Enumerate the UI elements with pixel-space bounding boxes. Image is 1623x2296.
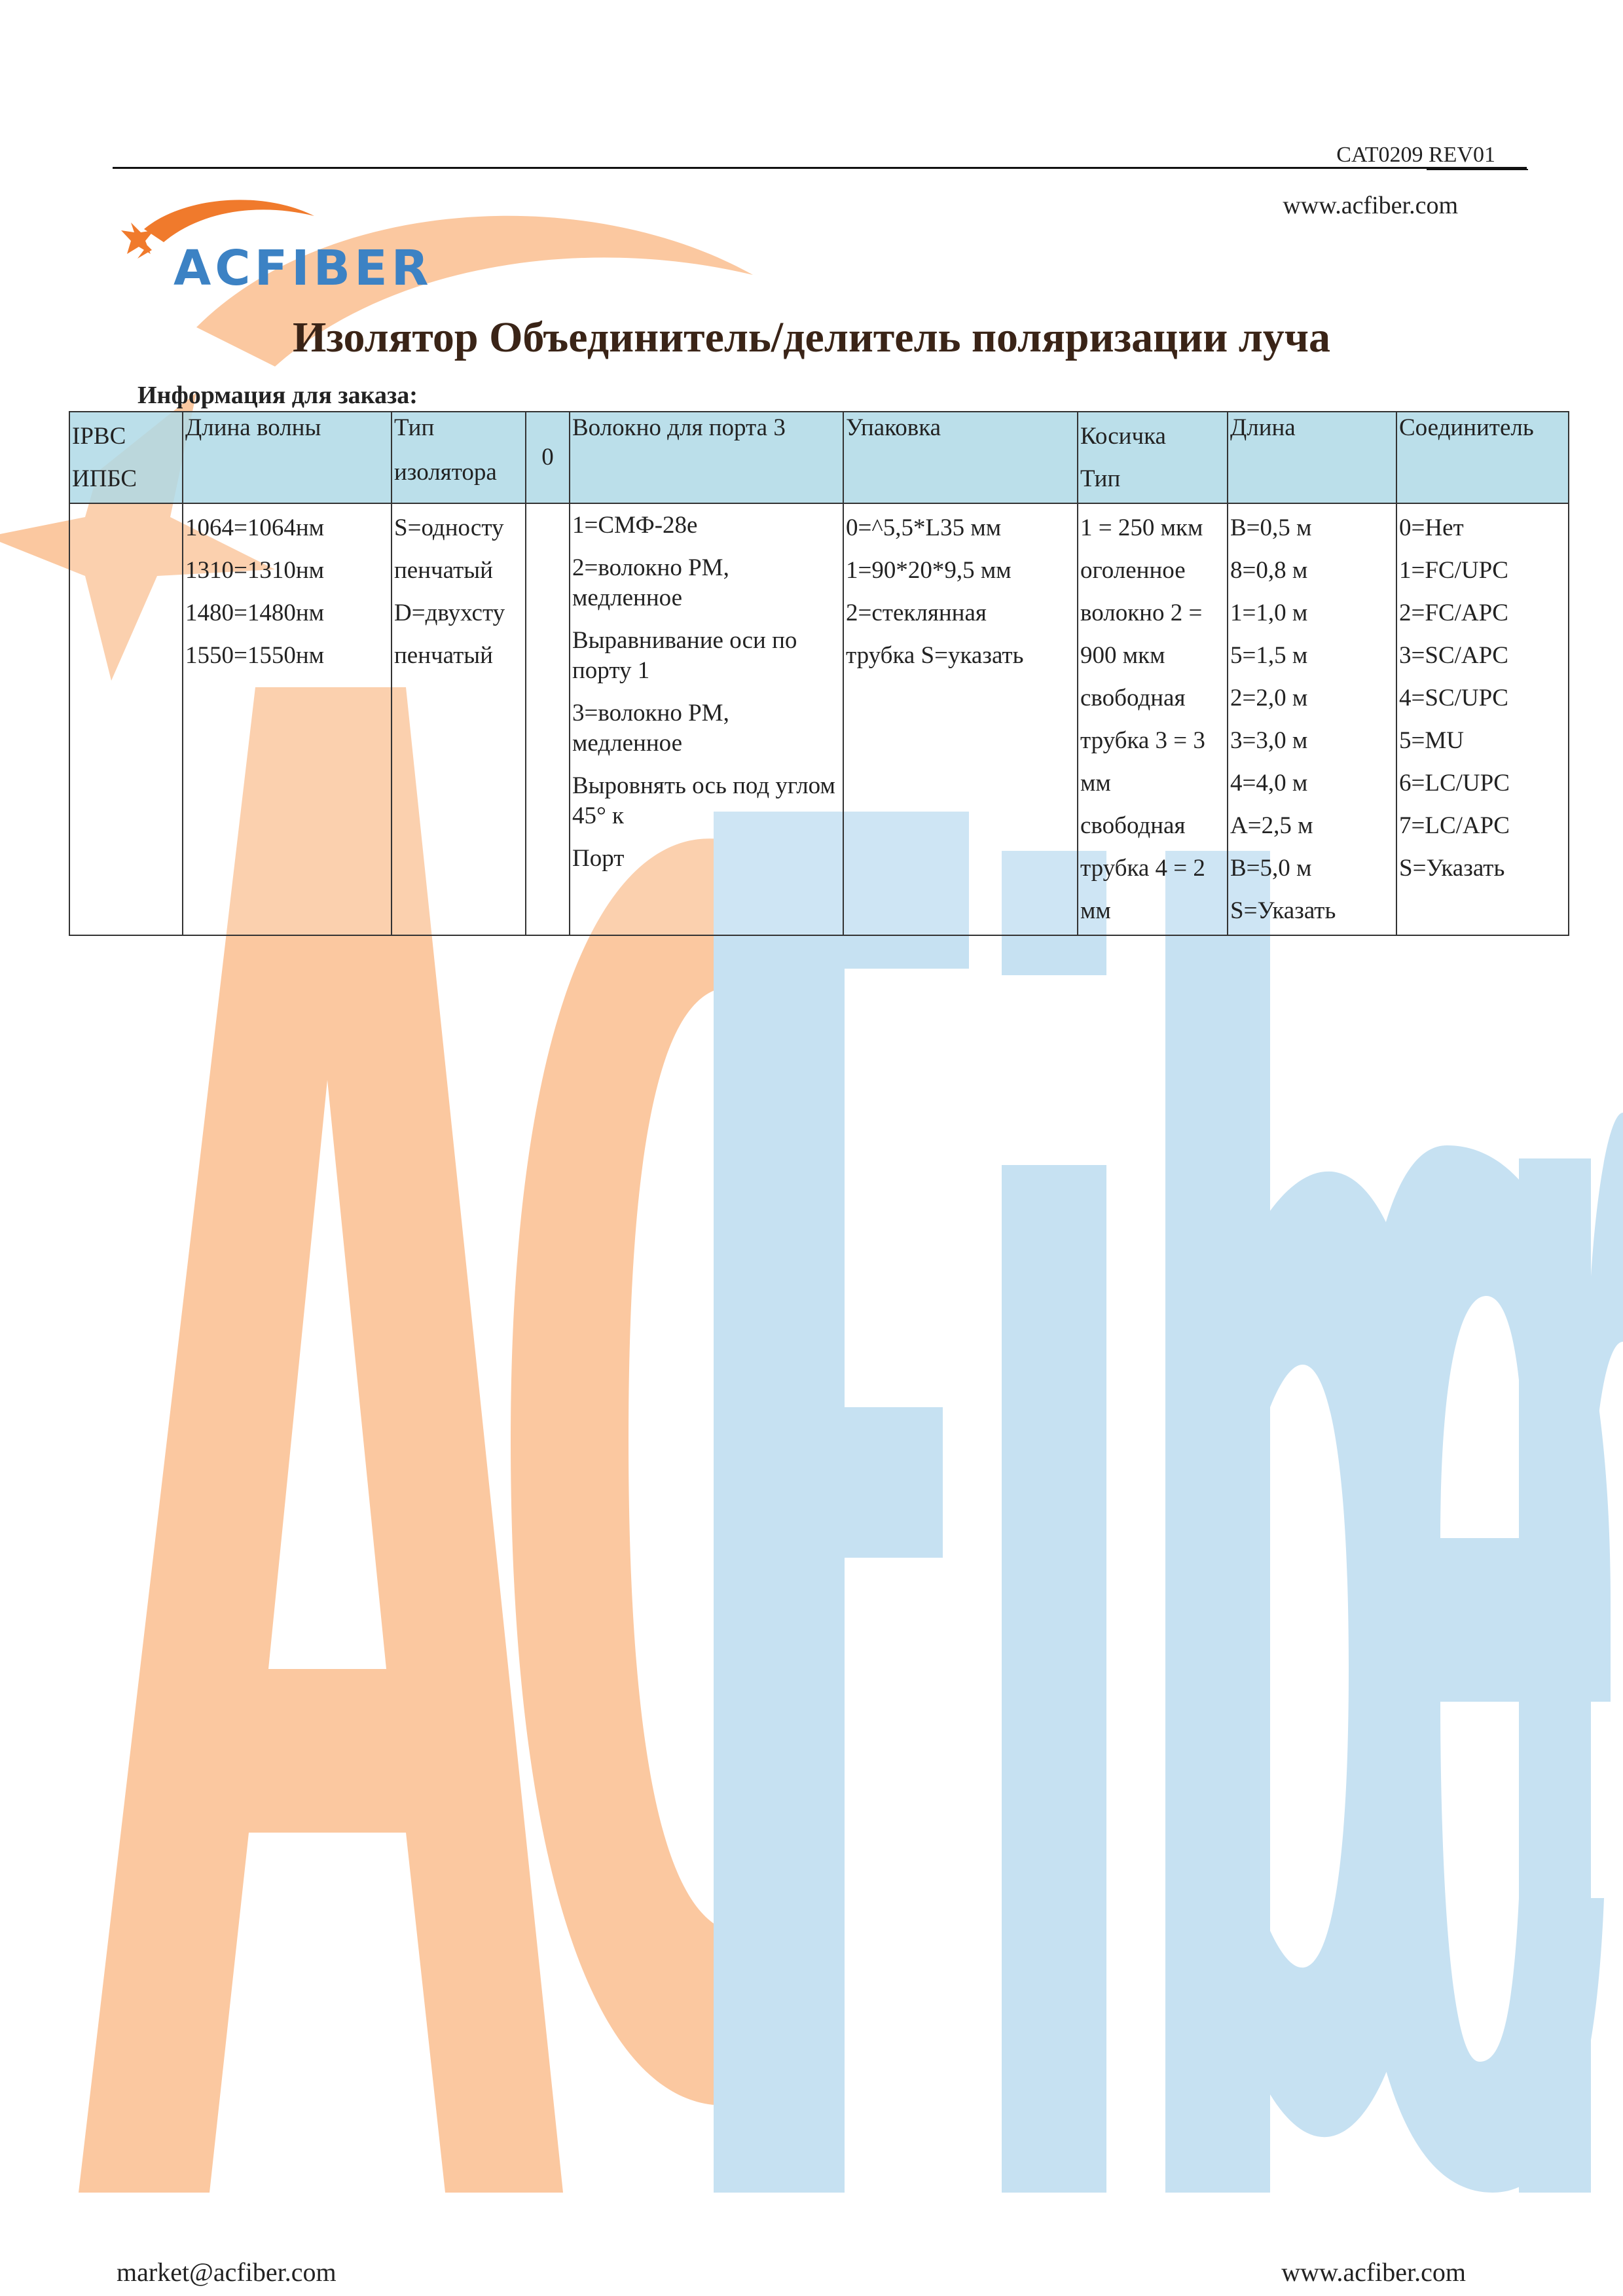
header-divider — [113, 167, 1527, 169]
acfiber-logo — [111, 190, 465, 295]
header-zero: 0 — [526, 412, 570, 503]
footer-email[interactable]: market@acfiber.com — [117, 2257, 337, 2287]
cell-isolator-type-options: S=односту пенчатый D=двухсту пенчатый — [392, 503, 526, 935]
cell-package-options: 0=^5,5*L35 мм 1=90*20*9,5 мм 2=стеклянная трубка S=указать — [843, 503, 1078, 935]
cell-length-options: В=0,5 м 8=0,8 м 1=1,0 м 5=1,5 м 2=2,0 м 3=3,0 м 4=4,0 м A=2,5 м B=5,0 м S=Указать — [1228, 503, 1396, 935]
header-isolator-type: Тип изолятора — [392, 412, 526, 503]
header-wavelength: Длина волны — [183, 412, 392, 503]
header-port3-fiber: Волокно для порта 3 — [570, 412, 843, 503]
header-package: Упаковка — [843, 412, 1078, 503]
cell-zero — [526, 503, 570, 935]
logo-text: ACFIBER — [173, 240, 433, 295]
cell-ipbc — [69, 503, 183, 935]
cell-port3-fiber-options: 1=СМФ-28е 2=волокно РМ, медленное Выравнивание оси по порту 1 3=волокно РМ, медленное Выровнять ось под углом 45° к Порт — [570, 503, 843, 935]
header-pigtail-type: Косичка Тип — [1078, 412, 1228, 503]
table-row — [69, 503, 1569, 935]
logo-swoosh-icon — [144, 200, 314, 242]
watermark-letter-i — [1002, 1165, 1106, 2193]
watermark-letter-f — [714, 812, 969, 2193]
order-info-label: Информация для заказа: — [137, 382, 418, 409]
header-website: www.acfiber.com — [1283, 192, 1458, 219]
header-length: Длина — [1228, 412, 1396, 503]
header-divider-underline — [1427, 169, 1528, 170]
table-header-row — [69, 412, 1569, 503]
header-ipbc: IPBC ИПБС — [69, 412, 183, 503]
cell-pigtail-options: 1 = 250 мкм оголенное волокно 2 = 900 мкм свободная трубка 3 = 3 мм свободная трубка 4 = 2 мм — [1078, 503, 1228, 935]
header-connector: Соединитель — [1396, 412, 1569, 503]
ordering-table — [69, 411, 1569, 936]
cell-connector-options: 0=Нет 1=FC/UPC 2=FC/APC 3=SC/APC 4=SC/UPC 5=MU 6=LC/UPC 7=LC/APC S=Указать — [1396, 503, 1569, 935]
cell-wavelength-options: 1064=1064нм 1310=1310нм 1480=1480нм 1550=1550нм — [183, 503, 392, 935]
document-code: CAT0209 REV01 — [1336, 143, 1495, 167]
page-title: Изолятор Объединитель/делитель поляризации луча — [293, 314, 1330, 361]
footer-website[interactable]: www.acfiber.com — [1281, 2257, 1466, 2287]
